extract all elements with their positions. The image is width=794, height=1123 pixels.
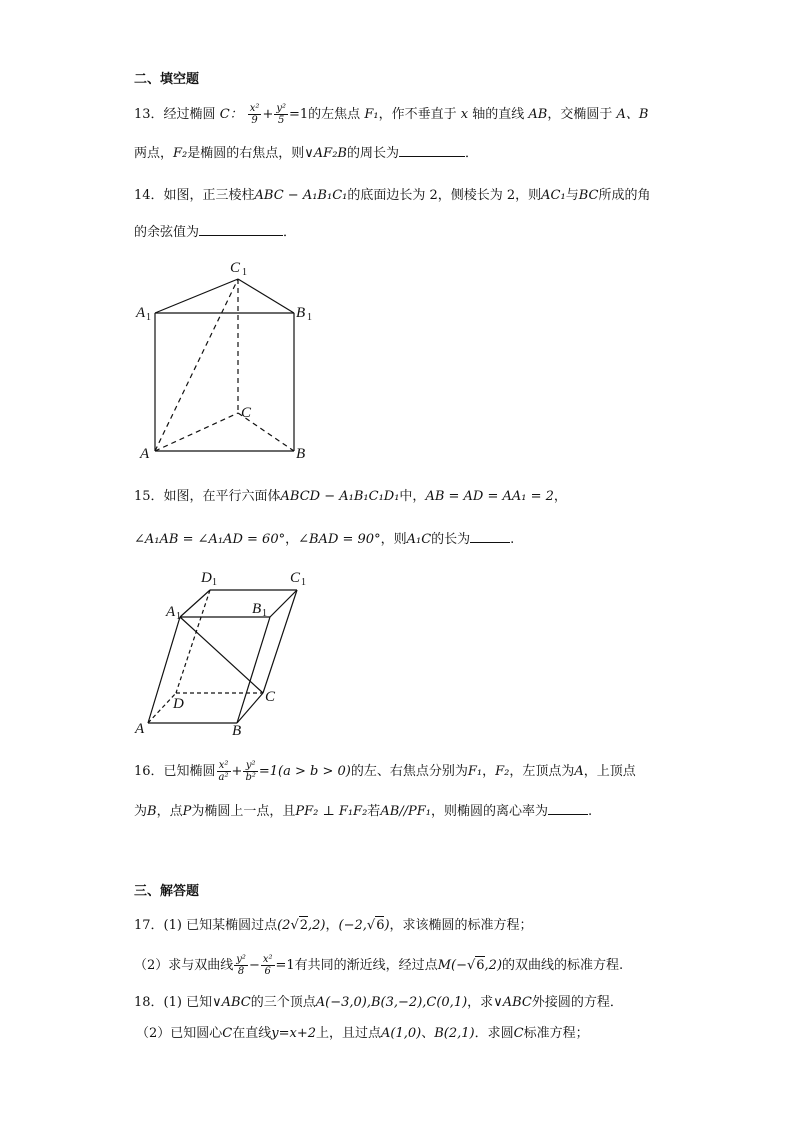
question-17-part-1: 17．(1) 已知某椭圆过点(2√2,2)，(−2,√6)，求该椭圆的标准方程； [134,918,533,933]
svg-text:1: 1 [301,577,306,588]
label-B1: B [296,305,306,321]
answer-blank [548,802,588,815]
svg-text:C: C [265,689,276,705]
answer-blank [470,530,510,543]
svg-text:C: C [290,570,301,586]
answer-blank [199,223,283,236]
section-answer-title: 三、解答题 [134,884,200,899]
diagonal-AC1 [155,279,238,451]
question-14-line-1: 14．如图，正三棱柱ABC − A₁B₁C₁的底面边长为 2，侧棱长为 2，则AC₁与BC所成的角 [134,188,651,203]
svg-text:D: D [173,696,184,712]
svg-text:1: 1 [176,611,181,622]
svg-text:1: 1 [212,577,217,588]
svg-text:1: 1 [242,267,247,278]
q13-frac-y: $\frac{\text{y²}}{5}$ [276,103,287,126]
edge-A1C1 [155,279,238,313]
question-18-part-1: 18．(1) 已知∨ABC的三个顶点A(−3,0),B(3,−2),C(0,1)，求∨ABC外接圆的方程． [134,995,623,1010]
question-14-line-2: 的余弦值为 ． [134,225,297,240]
svg-text:1: 1 [262,608,267,619]
question-15-line-1: 15．如图，在平行六面体ABCD − A₁B₁C₁D₁中，AB = AD = AA₁ = 2， [134,489,567,504]
question-15-line-2: ∠A₁AB = ∠A₁AD = 60°，∠BAD = 90°，则A₁C的长为 . [134,532,515,547]
svg-text:B: B [232,723,242,739]
label-B: B [296,446,306,462]
edge-AC [155,413,238,451]
question-16-line-2: 为B，点P为椭圆上一点，且PF₂ ⊥ F₁F₂若AB//PF₁，则椭圆的离心率为 . [134,804,593,819]
section-fill-in-title: 二、填空题 [134,72,200,87]
parallelepiped-figure [130,563,320,743]
label-C1: C [230,260,241,276]
label-C: C [241,405,252,421]
svg-text:1: 1 [146,312,151,323]
svg-text:D: D [201,570,212,586]
svg-text:B: B [252,601,262,617]
question-18-part-2: （2）已知圆心C在直线y=x+2上，且过点A(1,0)、B(2,1)．求圆C标准方程； [136,1026,589,1041]
q13-var: C： [219,107,243,122]
question-13-line-2: 两点，F₂是椭圆的右焦点，则∨AF₂B的周长为 ． [134,146,478,161]
answer-blank [399,144,465,157]
question-17-part-2: （2）求与双曲线 $\frac{\text{y²}}{8}$ − $\frac{\text{x²}}{6}$ =1有共同的渐近线，经过点M(−√6,2)的双曲线的标准方程. [134,954,624,977]
svg-text:A: A [166,604,176,620]
question-13-line-1: 13．经过椭圆 C： $\frac{\text{x²}}{9}$ + $\frac{\text{y²}}{5}$ =1的左焦点 F₁，作不垂直于 x 轴的直线 AB，交椭圆于 A、B [134,103,649,126]
svg-text:1: 1 [307,312,312,323]
label-A: A [140,446,150,462]
question-16-line-1: 16．已知椭圆 $\frac{\text{x²}}{\text{a²}}$ + $\frac{\text{y²}}{\text{b²}}$ =1(a > b > 0)的左、右焦点分别为F₁，F₂，左顶点为A，上顶点 [134,760,636,783]
q13-frac-x: $\frac{\text{x²}}{9}$ [249,103,260,126]
q13-text: 13．经过椭圆 [134,107,216,122]
svg-text:A: A [135,721,145,737]
prism-figure [130,255,330,465]
edge-C1B1 [238,279,294,313]
label-A1: A [136,305,146,321]
